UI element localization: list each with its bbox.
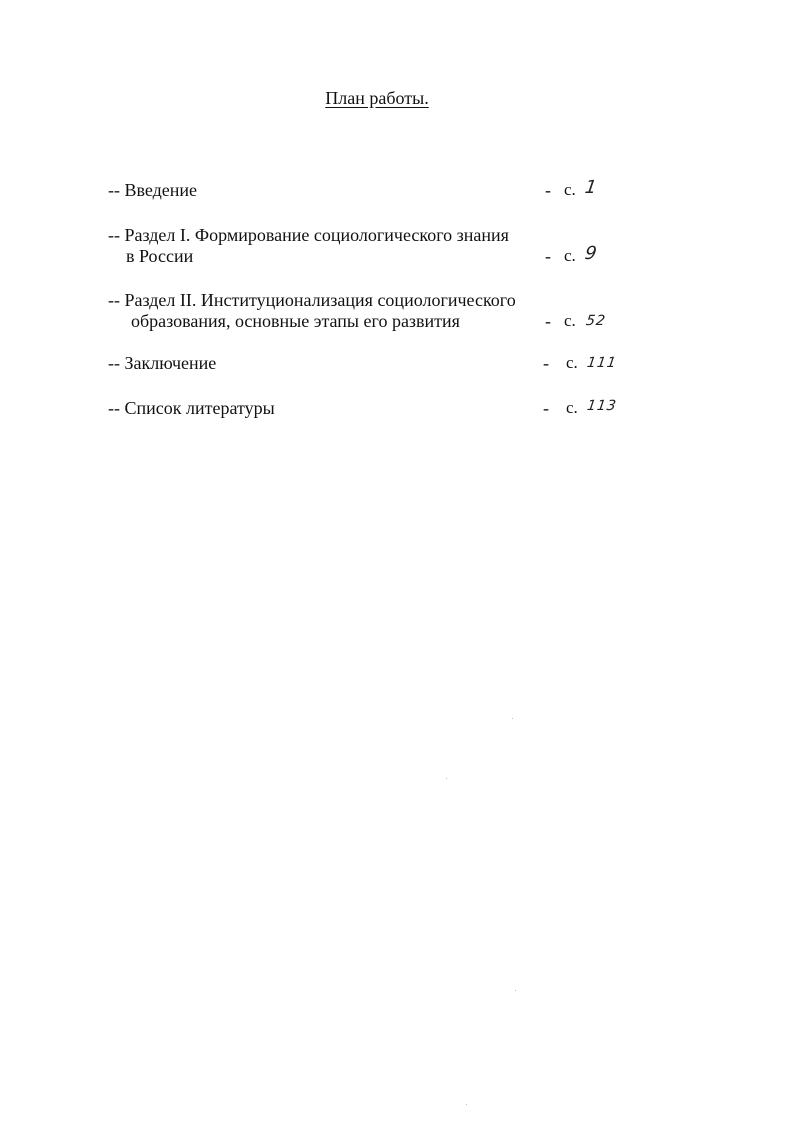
- toc-page-number: 111: [585, 355, 618, 371]
- toc-entry-label: -- Заключение: [108, 353, 217, 373]
- toc-leader-dash: -: [543, 398, 549, 418]
- toc-page-prefix: с.: [564, 311, 576, 330]
- toc-entry-label: -- Раздел I. Формирование социологического знания: [108, 225, 509, 245]
- scan-speck: [512, 718, 513, 719]
- page-title: План работы.: [325, 88, 429, 108]
- scan-speck: [466, 1104, 467, 1105]
- toc-page-number: 52: [584, 313, 607, 329]
- toc-page-prefix: с.: [566, 398, 578, 417]
- toc-leader-dash: -: [545, 246, 551, 266]
- scan-speck: [446, 778, 447, 779]
- toc-page-number: 1: [583, 177, 599, 198]
- toc-entry-label: -- Раздел II. Институционализация социологического: [108, 290, 516, 310]
- toc-entry-label-continuation: в России: [126, 246, 194, 266]
- toc-leader-dash: -: [545, 311, 551, 331]
- toc-entry-label: -- Введение: [108, 180, 198, 200]
- toc-entry-label: -- Список литературы: [108, 398, 275, 418]
- toc-page-prefix: с.: [564, 180, 576, 199]
- toc-entry-label-continuation: образования, основные этапы его развития: [131, 311, 460, 331]
- scan-speck: [515, 990, 516, 991]
- toc-leader-dash: -: [545, 180, 551, 200]
- toc-page-prefix: с.: [564, 246, 576, 265]
- toc-page-number: 113: [585, 398, 618, 414]
- toc-leader-dash: -: [543, 353, 549, 373]
- toc-page-number: 9: [583, 243, 599, 264]
- toc-page-prefix: с.: [566, 353, 578, 372]
